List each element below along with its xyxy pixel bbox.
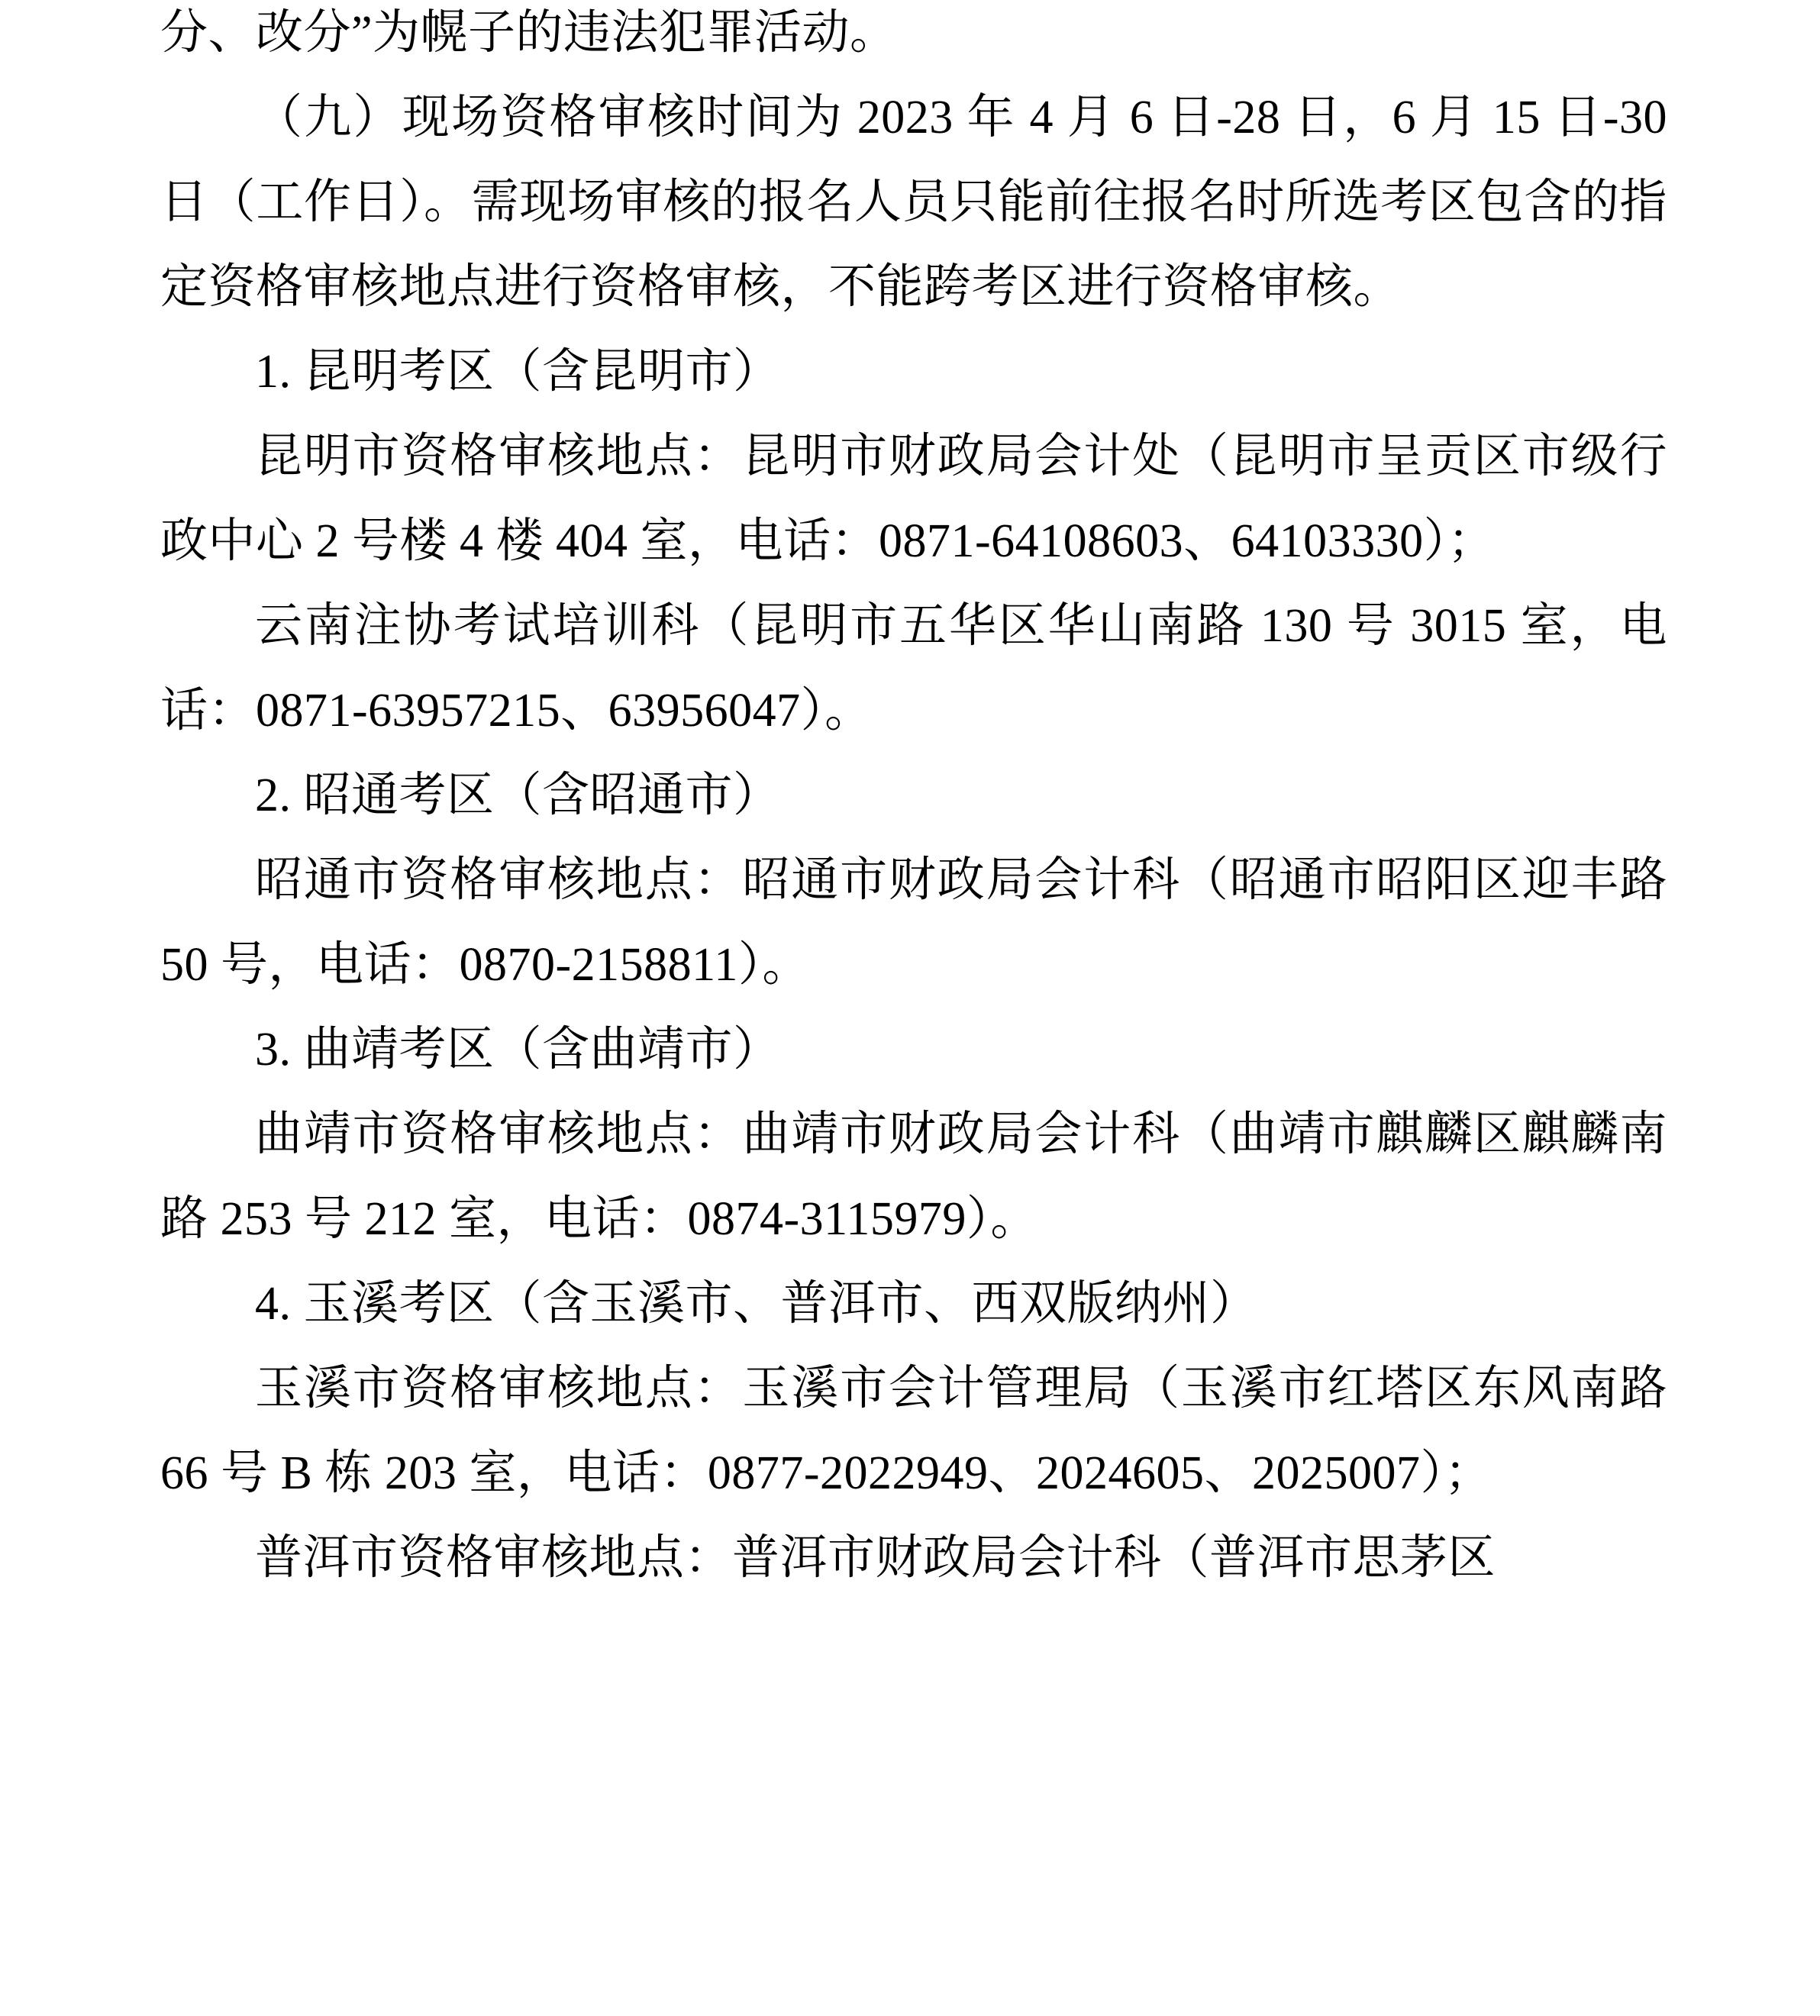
paragraph-district-4-title: 4. 玉溪考区（含玉溪市、普洱市、西双版纳州） xyxy=(255,1278,1258,1330)
paragraph-district-1-site-1: 昆明市资格审核地点：昆明市财政局会计处（昆明市呈贡区市级行政中心 2 号楼 4 楼 404 室，电话：0871-64108603、64103330）； xyxy=(160,431,1667,567)
paragraph-district-2-title: 2. 昭通考区（含昭通市） xyxy=(255,769,781,821)
document-body xyxy=(160,0,1667,1601)
paragraph-continuation: 分、改分”为幌子的违法犯罪活动。 xyxy=(160,7,898,59)
paragraph-district-2-site-1: 昭通市资格审核地点：昭通市财政局会计科（昭通市昭阳区迎丰路 50 号，电话：0870-2158811）。 xyxy=(160,854,1667,991)
paragraph-district-1-site-2: 云南注协考试培训科（昆明市五华区华山南路 130 号 3015 室，电话：0871-63957215、63956047）。 xyxy=(160,600,1667,737)
paragraph-district-4-site-1: 玉溪市资格审核地点：玉溪市会计管理局（玉溪市红塔区东风南路 66 号 B 栋 203 室，电话：0877-2022949、2024605、2025007）； xyxy=(160,1363,1667,1499)
paragraph-district-1-title: 1. 昆明考区（含昆明市） xyxy=(255,346,781,398)
paragraph-item-9: （九）现场资格审核时间为 2023 年 4 月 6 日-28 日，6 月 15 日-30 日（工作日）。需现场审核的报名人员只能前往报名时所选考区包含的指定资格审核地点进行资格审核，不能跨考区进行资格审核。 xyxy=(160,92,1667,313)
paragraph-district-3-site-1: 曲靖市资格审核地点：曲靖市财政局会计科（曲靖市麒麟区麒麟南路 253 号 212 室，电话：0874-3115979）。 xyxy=(160,1108,1667,1245)
paragraph-district-3-title: 3. 曲靖考区（含曲靖市） xyxy=(255,1024,781,1076)
paragraph-district-4-site-2: 普洱市资格审核地点：普洱市财政局会计科（普洱市思茅区 xyxy=(255,1532,1496,1584)
